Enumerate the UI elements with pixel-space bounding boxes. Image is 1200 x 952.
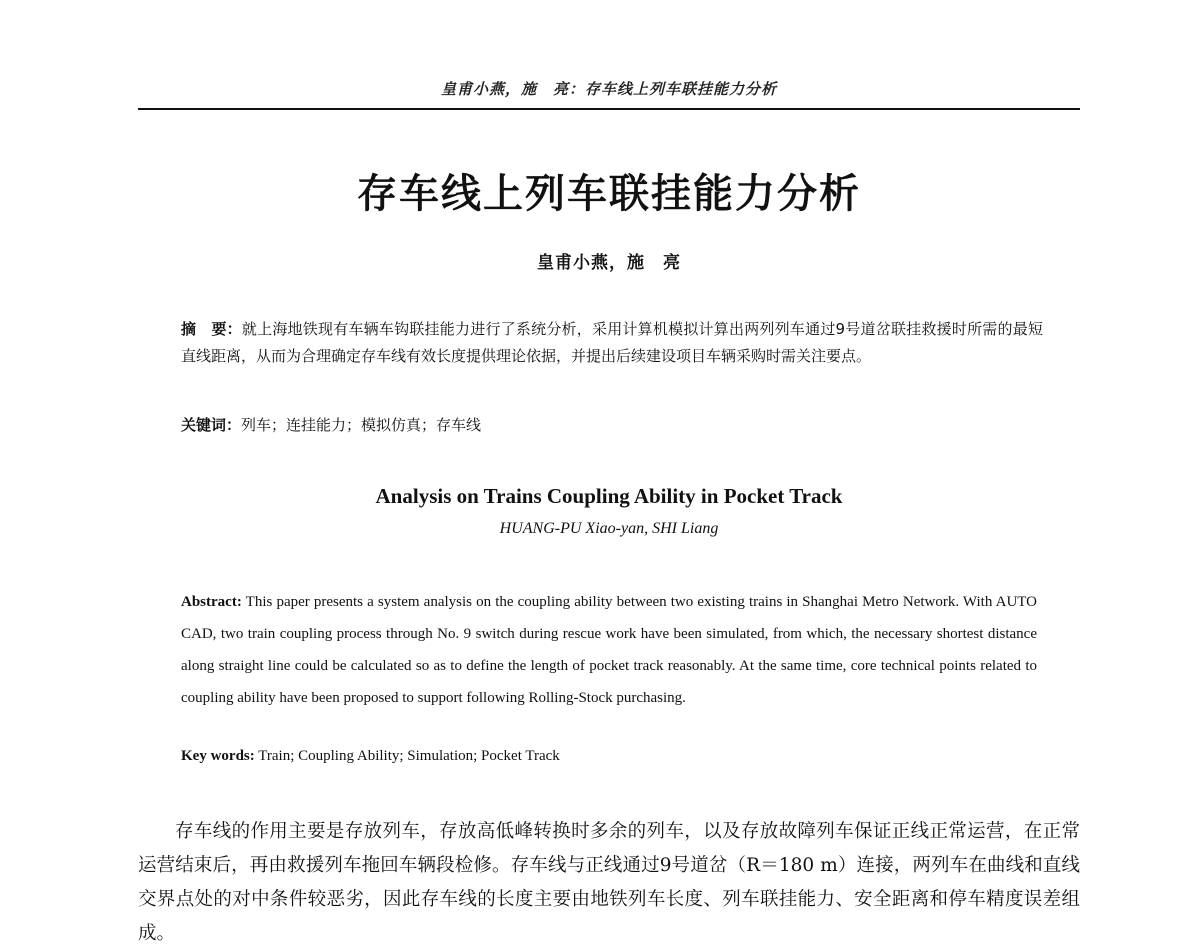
running-head: 皇甫小燕，施 亮：存车线上列车联挂能力分析 bbox=[440, 80, 777, 98]
english-authors: HUANG-PU Xiao-yan, SHI Liang bbox=[499, 520, 719, 537]
chinese-keywords-label: 关键词： bbox=[181, 416, 242, 434]
english-keywords-text: Train; Coupling Ability; Simulation; Pocket Track bbox=[258, 748, 560, 764]
chinese-keywords-text: 列车；连挂能力；模拟仿真；存车线 bbox=[241, 416, 482, 434]
english-abstract-text: This paper presents a system analysis on the coupling ability between two existing trains in Shanghai Metro Network. With AUTO CAD, two train coupling process through No. 9 switch during rescue work have been simulated, from which, the necessary shortest distance along straight line could be calculated so as to define the length of pocket track reasonably. At the same time, core technical points related to coupling ability have been proposed to support following Rolling-Stock purchasing. bbox=[181, 594, 1037, 706]
body-paragraph: 存车线的作用主要是存放列车，存放高低峰转换时多余的列车，以及存放故障列车保证正线正常运营，在正常运营结束后，再由救援列车拖回车辆段检修。存车线与正线通过9号道岔（R＝180 m）连接，两列车在曲线和直线交界点处的对中条件较恶劣，因此存车线的长度主要由地铁列车长度、列车联挂能力、安全距离和停车精度误差组成。 bbox=[138, 821, 1080, 944]
english-keywords bbox=[181, 748, 1037, 765]
header-rule bbox=[138, 108, 1080, 110]
chinese-abstract bbox=[181, 316, 1043, 370]
chinese-abstract-label: 摘 要： bbox=[181, 320, 242, 338]
paper-authors: 皇甫小燕，施 亮 bbox=[537, 253, 681, 273]
chinese-keywords bbox=[181, 414, 1043, 435]
english-title: Analysis on Trains Coupling Ability in Pocket Track bbox=[375, 484, 843, 508]
english-abstract-label: Abstract: bbox=[181, 594, 242, 610]
english-keywords-label: Key words: bbox=[181, 748, 255, 764]
english-abstract bbox=[181, 586, 1037, 714]
paper-title: 存车线上列车联挂能力分析 bbox=[357, 170, 861, 217]
chinese-abstract-text: 就上海地铁现有车辆车钩联挂能力进行了系统分析，采用计算机模拟计算出两列列车通过9号道岔联挂救援时所需的最短直线距离，从而为合理确定存车线有效长度提供理论依据，并提出后续建设项目车辆采购时需关注要点。 bbox=[181, 320, 1043, 365]
